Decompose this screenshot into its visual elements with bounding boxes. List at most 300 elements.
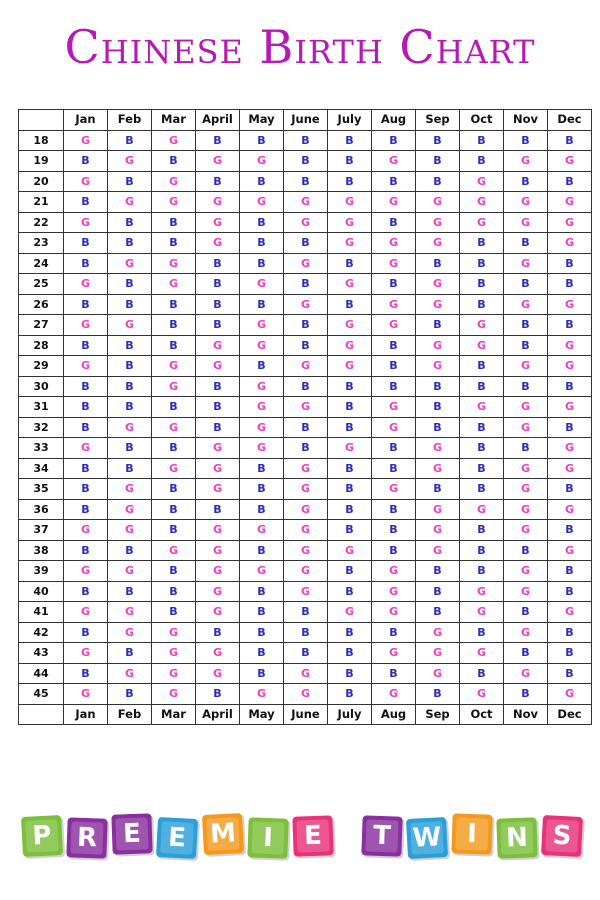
girl-cell: G <box>416 294 460 315</box>
girl-cell: G <box>416 458 460 479</box>
boy-cell: B <box>328 622 372 643</box>
boy-cell: B <box>240 212 284 233</box>
footer-month-label: June <box>284 704 328 725</box>
girl-cell: G <box>196 581 240 602</box>
logo-letter: T <box>372 820 392 852</box>
boy-cell: B <box>152 479 196 500</box>
header-month-label: May <box>240 110 284 131</box>
boy-cell: B <box>240 622 284 643</box>
footer-month-label: July <box>328 704 372 725</box>
boy-cell: B <box>328 663 372 684</box>
girl-cell: G <box>240 438 284 459</box>
logo-letter: I <box>262 822 274 854</box>
girl-cell: G <box>284 520 328 541</box>
boy-cell: B <box>416 315 460 336</box>
girl-cell: G <box>328 356 372 377</box>
boy-cell: B <box>240 540 284 561</box>
boy-cell: B <box>108 458 152 479</box>
girl-cell: G <box>328 274 372 295</box>
boy-cell: B <box>460 151 504 172</box>
boy-cell: B <box>328 643 372 664</box>
boy-cell: B <box>460 253 504 274</box>
table-row <box>19 458 592 479</box>
header-month-label: April <box>196 110 240 131</box>
age-label: 42 <box>19 622 64 643</box>
girl-cell: G <box>328 212 372 233</box>
girl-cell: G <box>64 130 108 151</box>
logo-letter-block <box>496 817 537 858</box>
table-row <box>19 315 592 336</box>
boy-cell: B <box>64 151 108 172</box>
girl-cell: G <box>152 458 196 479</box>
girl-cell: G <box>108 622 152 643</box>
age-label: 23 <box>19 233 64 254</box>
boy-cell: B <box>152 581 196 602</box>
boy-cell: B <box>64 192 108 213</box>
boy-cell: B <box>240 602 284 623</box>
boy-cell: B <box>108 335 152 356</box>
girl-cell: G <box>284 212 328 233</box>
boy-cell: B <box>416 602 460 623</box>
girl-cell: G <box>416 663 460 684</box>
boy-cell: B <box>416 417 460 438</box>
girl-cell: G <box>416 643 460 664</box>
boy-cell: B <box>460 438 504 459</box>
table-body <box>19 130 592 704</box>
girl-cell: G <box>196 438 240 459</box>
boy-cell: B <box>328 171 372 192</box>
boy-cell: B <box>108 684 152 705</box>
footer-month-label: Jan <box>64 704 108 725</box>
boy-cell: B <box>108 356 152 377</box>
boy-cell: B <box>64 376 108 397</box>
boy-cell: B <box>460 294 504 315</box>
boy-cell: B <box>504 643 548 664</box>
age-label: 39 <box>19 561 64 582</box>
boy-cell: B <box>504 376 548 397</box>
girl-cell: G <box>548 356 592 377</box>
boy-cell: B <box>196 499 240 520</box>
age-label: 20 <box>19 171 64 192</box>
table-row <box>19 294 592 315</box>
footer-month-label: Mar <box>152 704 196 725</box>
age-label: 35 <box>19 479 64 500</box>
girl-cell: G <box>284 581 328 602</box>
girl-cell: G <box>284 479 328 500</box>
boy-cell: B <box>548 520 592 541</box>
girl-cell: G <box>548 438 592 459</box>
table-row <box>19 192 592 213</box>
girl-cell: G <box>504 212 548 233</box>
age-label: 41 <box>19 602 64 623</box>
boy-cell: B <box>328 479 372 500</box>
age-label: 26 <box>19 294 64 315</box>
boy-cell: B <box>108 540 152 561</box>
girl-cell: G <box>108 253 152 274</box>
boy-cell: B <box>328 581 372 602</box>
boy-cell: B <box>108 212 152 233</box>
table-row <box>19 274 592 295</box>
boy-cell: B <box>152 438 196 459</box>
girl-cell: G <box>284 397 328 418</box>
girl-cell: G <box>284 499 328 520</box>
girl-cell: G <box>196 356 240 377</box>
boy-cell: B <box>372 663 416 684</box>
age-label: 18 <box>19 130 64 151</box>
table-row <box>19 356 592 377</box>
girl-cell: G <box>416 274 460 295</box>
boy-cell: B <box>196 397 240 418</box>
boy-cell: B <box>152 602 196 623</box>
girl-cell: G <box>328 540 372 561</box>
girl-cell: G <box>328 602 372 623</box>
age-label: 44 <box>19 663 64 684</box>
logo-letter: P <box>31 820 53 852</box>
girl-cell: G <box>460 684 504 705</box>
girl-cell: G <box>460 499 504 520</box>
table-row <box>19 540 592 561</box>
boy-cell: B <box>372 356 416 377</box>
girl-cell: G <box>548 602 592 623</box>
boy-cell: B <box>152 233 196 254</box>
girl-cell: G <box>416 356 460 377</box>
boy-cell: B <box>548 561 592 582</box>
girl-cell: G <box>504 581 548 602</box>
girl-cell: G <box>372 479 416 500</box>
logo-letter-block <box>361 815 402 856</box>
boy-cell: B <box>284 376 328 397</box>
girl-cell: G <box>548 499 592 520</box>
age-label: 36 <box>19 499 64 520</box>
girl-cell: G <box>504 253 548 274</box>
boy-cell: B <box>64 458 108 479</box>
boy-cell: B <box>152 499 196 520</box>
girl-cell: G <box>108 417 152 438</box>
header-corner <box>19 110 64 131</box>
boy-cell: B <box>460 540 504 561</box>
boy-cell: B <box>548 376 592 397</box>
girl-cell: G <box>284 663 328 684</box>
girl-cell: G <box>460 315 504 336</box>
boy-cell: B <box>152 397 196 418</box>
boy-cell: B <box>548 663 592 684</box>
girl-cell: G <box>504 151 548 172</box>
age-label: 28 <box>19 335 64 356</box>
girl-cell: G <box>64 561 108 582</box>
girl-cell: G <box>372 294 416 315</box>
boy-cell: B <box>328 417 372 438</box>
footer-month-label: April <box>196 704 240 725</box>
boy-cell: B <box>108 233 152 254</box>
table-row <box>19 479 592 500</box>
logo-letter: E <box>303 820 323 852</box>
logo-letter: I <box>466 818 478 850</box>
logo-letter-block <box>451 813 492 854</box>
boy-cell: B <box>196 274 240 295</box>
girl-cell: G <box>372 602 416 623</box>
girl-cell: G <box>372 192 416 213</box>
girl-cell: G <box>548 684 592 705</box>
age-label: 22 <box>19 212 64 233</box>
boy-cell: B <box>108 376 152 397</box>
girl-cell: G <box>64 171 108 192</box>
boy-cell: B <box>416 151 460 172</box>
girl-cell: G <box>504 458 548 479</box>
footer-month-label: Aug <box>372 704 416 725</box>
girl-cell: G <box>152 356 196 377</box>
boy-cell: B <box>372 335 416 356</box>
boy-cell: B <box>328 561 372 582</box>
boy-cell: B <box>328 253 372 274</box>
girl-cell: G <box>64 212 108 233</box>
boy-cell: B <box>548 253 592 274</box>
boy-cell: B <box>196 376 240 397</box>
boy-cell: B <box>64 397 108 418</box>
girl-cell: G <box>548 458 592 479</box>
header-row <box>19 110 592 131</box>
boy-cell: B <box>372 540 416 561</box>
girl-cell: G <box>504 520 548 541</box>
boy-cell: B <box>504 315 548 336</box>
boy-cell: B <box>372 212 416 233</box>
boy-cell: B <box>196 622 240 643</box>
table-row <box>19 233 592 254</box>
girl-cell: G <box>504 622 548 643</box>
boy-cell: B <box>460 274 504 295</box>
boy-cell: B <box>504 602 548 623</box>
boy-cell: B <box>328 458 372 479</box>
footer-month-label: Nov <box>504 704 548 725</box>
age-label: 29 <box>19 356 64 377</box>
girl-cell: G <box>284 540 328 561</box>
boy-cell: B <box>504 274 548 295</box>
boy-cell: B <box>196 130 240 151</box>
girl-cell: G <box>548 540 592 561</box>
boy-cell: B <box>460 417 504 438</box>
girl-cell: G <box>284 192 328 213</box>
boy-cell: B <box>64 499 108 520</box>
age-label: 27 <box>19 315 64 336</box>
boy-cell: B <box>64 335 108 356</box>
boy-cell: B <box>548 479 592 500</box>
girl-cell: G <box>240 417 284 438</box>
girl-cell: G <box>504 417 548 438</box>
boy-cell: B <box>504 540 548 561</box>
girl-cell: G <box>196 458 240 479</box>
boy-cell: B <box>372 438 416 459</box>
girl-cell: G <box>416 520 460 541</box>
table-row <box>19 171 592 192</box>
girl-cell: G <box>152 192 196 213</box>
girl-cell: G <box>460 643 504 664</box>
boy-cell: B <box>64 663 108 684</box>
girl-cell: G <box>64 315 108 336</box>
preemie-twins-logo <box>0 808 600 868</box>
header-month-label: Feb <box>108 110 152 131</box>
table-row <box>19 581 592 602</box>
boy-cell: B <box>328 684 372 705</box>
boy-cell: B <box>372 171 416 192</box>
boy-cell: B <box>152 212 196 233</box>
boy-cell: B <box>64 233 108 254</box>
table-row <box>19 499 592 520</box>
boy-cell: B <box>284 643 328 664</box>
footer-month-label: Oct <box>460 704 504 725</box>
boy-cell: B <box>240 499 284 520</box>
girl-cell: G <box>240 684 284 705</box>
girl-cell: G <box>284 294 328 315</box>
girl-cell: G <box>548 335 592 356</box>
header-month-label: Nov <box>504 110 548 131</box>
boy-cell: B <box>196 684 240 705</box>
boy-cell: B <box>416 376 460 397</box>
girl-cell: G <box>372 397 416 418</box>
boy-cell: B <box>152 335 196 356</box>
girl-cell: G <box>152 684 196 705</box>
girl-cell: G <box>240 520 284 541</box>
table-row <box>19 253 592 274</box>
boy-cell: B <box>328 376 372 397</box>
girl-cell: G <box>372 417 416 438</box>
girl-cell: G <box>108 192 152 213</box>
girl-cell: G <box>460 212 504 233</box>
boy-cell: B <box>196 294 240 315</box>
girl-cell: G <box>64 684 108 705</box>
boy-cell: B <box>108 130 152 151</box>
boy-cell: B <box>548 581 592 602</box>
girl-cell: G <box>240 315 284 336</box>
boy-cell: B <box>372 499 416 520</box>
girl-cell: G <box>64 438 108 459</box>
table-row <box>19 622 592 643</box>
girl-cell: G <box>416 499 460 520</box>
girl-cell: G <box>548 151 592 172</box>
boy-cell: B <box>548 622 592 643</box>
boy-cell: B <box>196 253 240 274</box>
girl-cell: G <box>372 684 416 705</box>
boy-cell: B <box>504 171 548 192</box>
girl-cell: G <box>64 520 108 541</box>
logo-letter-block <box>156 817 198 859</box>
logo-letter: W <box>411 822 443 854</box>
logo-letter-block <box>21 815 63 857</box>
boy-cell: B <box>240 479 284 500</box>
girl-cell: G <box>196 520 240 541</box>
girl-cell: G <box>64 602 108 623</box>
boy-cell: B <box>548 417 592 438</box>
age-label: 34 <box>19 458 64 479</box>
table-row <box>19 684 592 705</box>
boy-cell: B <box>460 479 504 500</box>
boy-cell: B <box>548 274 592 295</box>
boy-cell: B <box>548 643 592 664</box>
boy-cell: B <box>416 561 460 582</box>
girl-cell: G <box>416 622 460 643</box>
girl-cell: G <box>108 479 152 500</box>
header-month-label: Oct <box>460 110 504 131</box>
age-label: 40 <box>19 581 64 602</box>
logo-letter-block <box>292 815 333 856</box>
boy-cell: B <box>416 581 460 602</box>
boy-cell: B <box>460 520 504 541</box>
header-month-label: Sep <box>416 110 460 131</box>
table-row <box>19 438 592 459</box>
girl-cell: G <box>504 663 548 684</box>
girl-cell: G <box>416 212 460 233</box>
girl-cell: G <box>196 479 240 500</box>
girl-cell: G <box>108 151 152 172</box>
table-row <box>19 151 592 172</box>
table-row <box>19 335 592 356</box>
girl-cell: G <box>196 335 240 356</box>
boy-cell: B <box>152 561 196 582</box>
boy-cell: B <box>64 253 108 274</box>
table-row <box>19 663 592 684</box>
girl-cell: G <box>284 458 328 479</box>
logo-letter-block <box>202 813 244 855</box>
girl-cell: G <box>284 356 328 377</box>
table-row <box>19 417 592 438</box>
girl-cell: G <box>548 233 592 254</box>
girl-cell: G <box>108 561 152 582</box>
footer-month-label: Sep <box>416 704 460 725</box>
girl-cell: G <box>372 151 416 172</box>
logo-letter: E <box>122 818 142 850</box>
girl-cell: G <box>504 397 548 418</box>
boy-cell: B <box>284 438 328 459</box>
boy-cell: B <box>152 151 196 172</box>
boy-cell: B <box>328 151 372 172</box>
girl-cell: G <box>108 520 152 541</box>
boy-cell: B <box>152 520 196 541</box>
boy-cell: B <box>416 684 460 705</box>
boy-cell: B <box>240 130 284 151</box>
header-month-label: Dec <box>548 110 592 131</box>
girl-cell: G <box>548 192 592 213</box>
logo-letter-block <box>111 813 152 854</box>
girl-cell: G <box>504 561 548 582</box>
boy-cell: B <box>460 561 504 582</box>
boy-cell: B <box>548 315 592 336</box>
girl-cell: G <box>548 294 592 315</box>
girl-cell: G <box>460 581 504 602</box>
boy-cell: B <box>416 253 460 274</box>
boy-cell: B <box>152 315 196 336</box>
boy-cell: B <box>284 602 328 623</box>
boy-cell: B <box>108 438 152 459</box>
girl-cell: G <box>240 192 284 213</box>
girl-cell: G <box>416 192 460 213</box>
boy-cell: B <box>240 581 284 602</box>
logo-letter: R <box>76 822 98 854</box>
boy-cell: B <box>284 151 328 172</box>
boy-cell: B <box>196 315 240 336</box>
girl-cell: G <box>240 335 284 356</box>
table-row <box>19 376 592 397</box>
girl-cell: G <box>196 192 240 213</box>
girl-cell: G <box>152 274 196 295</box>
boy-cell: B <box>64 540 108 561</box>
girl-cell: G <box>372 581 416 602</box>
boy-cell: B <box>328 520 372 541</box>
girl-cell: G <box>152 663 196 684</box>
boy-cell: B <box>372 376 416 397</box>
boy-cell: B <box>504 130 548 151</box>
girl-cell: G <box>372 643 416 664</box>
girl-cell: G <box>328 335 372 356</box>
boy-cell: B <box>284 130 328 151</box>
boy-cell: B <box>108 274 152 295</box>
